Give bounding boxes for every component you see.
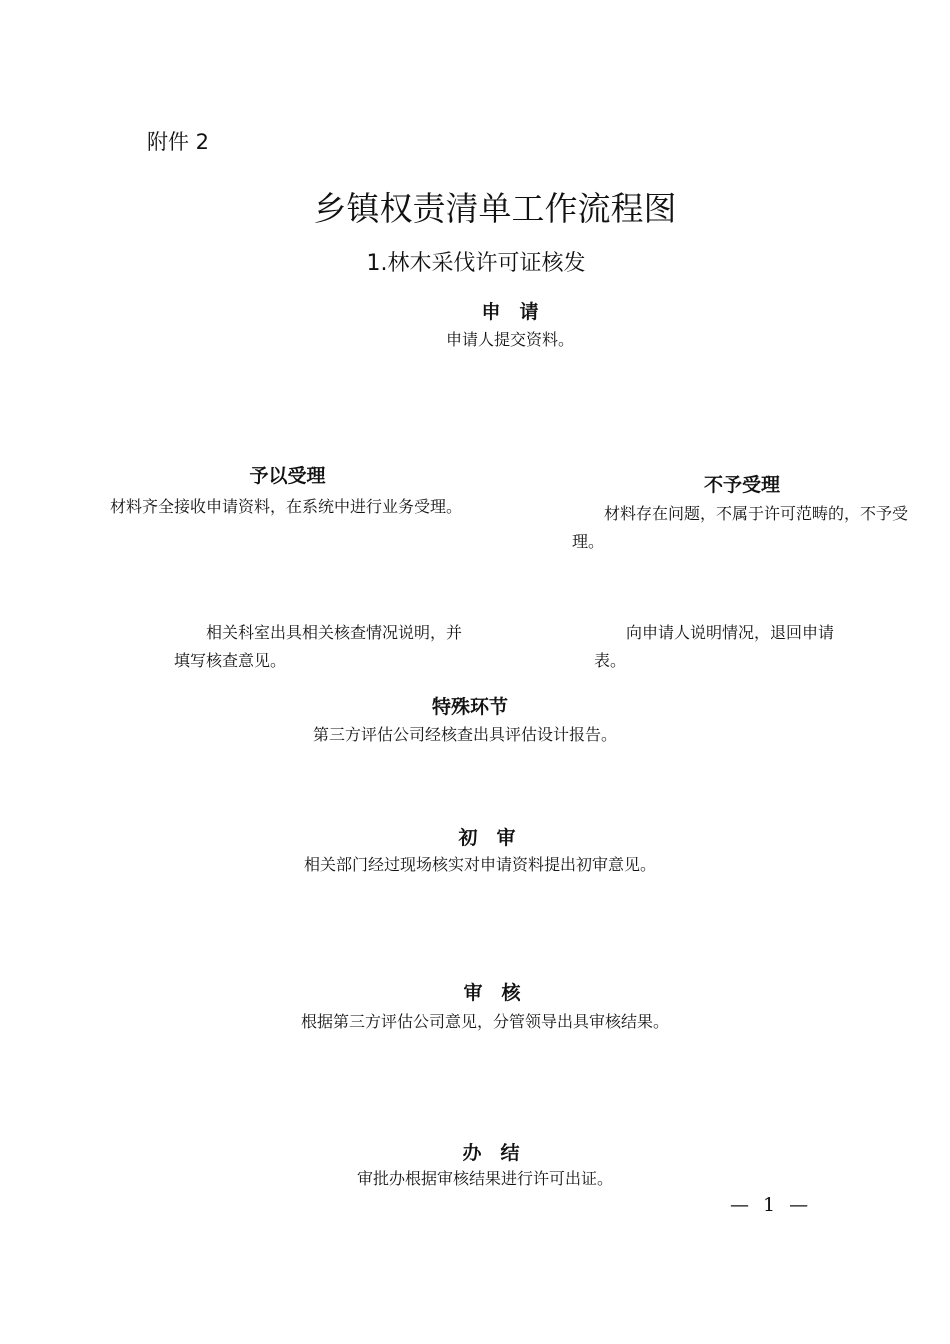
page-subtitle: 1.林木采伐许可证核发 <box>366 251 586 276</box>
special-desc: 第三方评估公司经核查出具评估设计报告。 <box>312 725 617 744</box>
audit-heading: 审 核 <box>463 982 521 1004</box>
complete-heading: 办 结 <box>462 1142 520 1164</box>
apply-desc: 申请人提交资料。 <box>445 330 574 349</box>
apply-heading: 申 请 <box>481 301 539 323</box>
first-review-desc: 相关部门经过现场核实对申请资料提出初审意见。 <box>303 855 656 874</box>
audit-desc: 根据第三方评估公司意见，分管领导出具审核结果。 <box>300 1012 669 1031</box>
page-number: — 1 — <box>730 1194 813 1216</box>
return-note-desc: 向申请人说明情况，退回申请表。 <box>594 623 835 670</box>
complete-desc: 审批办根据审核结果进行许可出证。 <box>356 1169 613 1188</box>
check-note-desc: 相关科室出具相关核查情况说明，并填写核查意见。 <box>174 623 463 670</box>
special-heading: 特殊环节 <box>431 696 508 718</box>
first-review-heading: 初 审 <box>458 827 516 849</box>
reject-desc: 材料存在问题，不属于许可范畴的，不予受理。 <box>572 504 909 551</box>
accept-heading: 予以受理 <box>249 465 326 487</box>
page-title: 乡镇权责清单工作流程图 <box>313 189 677 228</box>
accept-desc: 材料齐全接收申请资料，在系统中进行业务受理。 <box>110 497 463 516</box>
attachment-label: 附件 2 <box>147 130 210 154</box>
reject-heading: 不予受理 <box>703 474 780 496</box>
